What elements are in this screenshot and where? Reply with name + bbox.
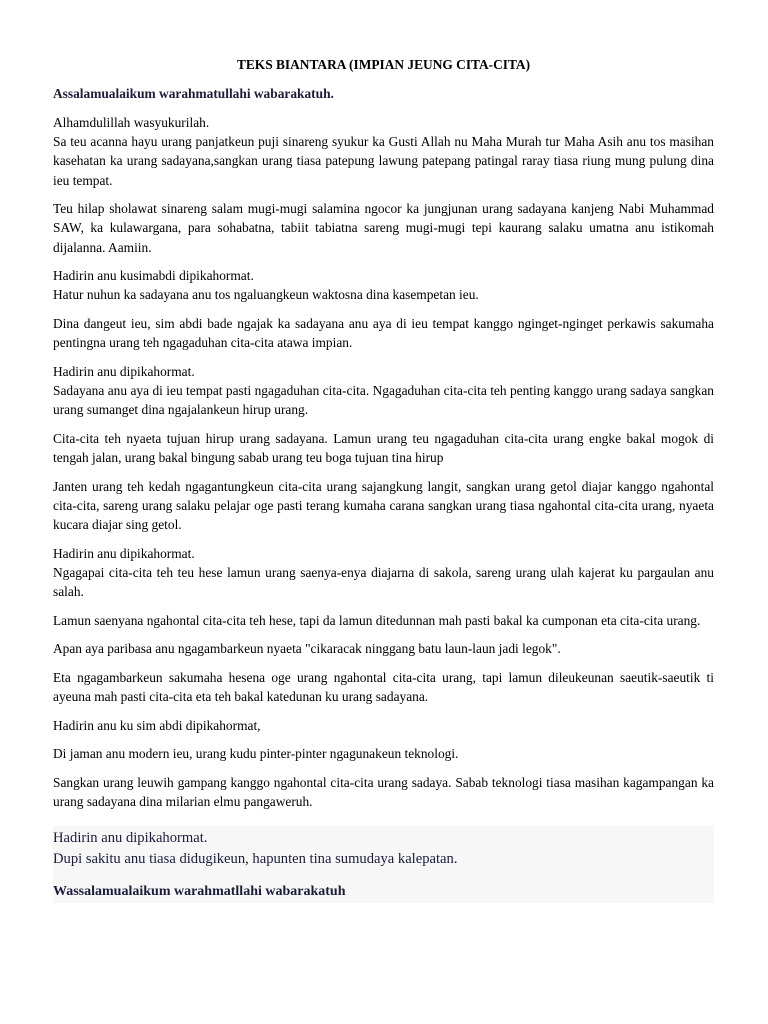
speech-body [53, 113, 714, 811]
speech-paragraph [53, 199, 714, 257]
paragraph-line: Eta ngagambarkeun sakumaha hesena oge urang ngahontal cita-cita urang, tapi lamun dileukeunan saeutik-saeutik ti ayeuna mah pasti cita-cita eta teh bakal katedunan ku urang sadayana. [53, 669, 714, 704]
speech-paragraph [53, 113, 714, 190]
paragraph-line: Hadirin anu kusimabdi dipikahormat. [53, 268, 254, 284]
speech-paragraph [53, 362, 714, 420]
closing-line: Hadirin anu dipikahormat. [53, 830, 208, 847]
speech-paragraph [53, 639, 714, 658]
speech-paragraph [53, 266, 714, 304]
speech-paragraph [53, 716, 714, 735]
paragraph-line: Teu hilap sholawat sinareng salam mugi-mugi salamina ngocor ka jungjunan urang sadayana kanjeng Nabi Muhammad SAW, ka kulawargana, para sohabatna, tabiit tabiatna sareng mugi-mugi tepi kaurang salaku umatna anu istikomah dijalanna. Aamiin. [53, 201, 714, 255]
speech-paragraph [53, 668, 714, 706]
document-content [53, 56, 714, 903]
paragraph-line: Lamun saenyana ngahontal cita-cita teh hese, tapi da lamun ditedunnan mah pasti bakal ka cumponan eta cita-cita urang. [53, 612, 701, 628]
speech-paragraph [53, 544, 714, 602]
speech-paragraph [53, 744, 714, 763]
closing-block [53, 826, 714, 903]
speech-paragraph [53, 429, 714, 467]
paragraph-line: Dina dangeut ieu, sim abdi bade ngajak ka sadayana anu aya di ieu tempat kanggo nginget-nginget perkawis sakumaha pentingna urang teh ngagaduhan cita-cita atawa impian. [53, 316, 714, 351]
speech-paragraph [53, 611, 714, 630]
paragraph-line: Hatur nuhun ka sadayana anu tos ngaluangkeun waktosna dina kasempetan ieu. [53, 287, 479, 303]
paragraph-line: Di jaman anu modern ieu, urang kudu pinter-pinter ngagunakeun teknologi. [53, 746, 459, 762]
closing-line: Dupi sakitu anu tiasa didugikeun, hapunten tina sumudaya kalepatan. [53, 850, 458, 867]
paragraph-line: Apan aya paribasa anu ngagambarkeun nyaeta "cikaracak ninggang batu laun-laun jadi legok". [53, 641, 561, 657]
paragraph-line: Sa teu acanna hayu urang panjatkeun puji sinareng syukur ka Gusti Allah nu Maha Murah tur Maha Asih anu tos masihan kasehatan ka urang sadayana,sangkan urang tiasa patepung lawung patepang patingal raray tiasa riung mung pulung dina ieu tempat. [53, 134, 714, 188]
paragraph-line: Cita-cita teh nyaeta tujuan hirup urang sadayana. Lamun urang teu ngagaduhan cita-cita urang engke bakal mogok di tengah jalan, urang bakal bingung sabab urang teu boga tujuan tina hirup [53, 430, 714, 465]
paragraph-line: Ngagapai cita-cita teh teu hese lamun urang saenya-enya diajarna di sakola, sareng urang ulah kajerat ku pargaulan anu salah. [53, 564, 714, 599]
paragraph-line: Sadayana anu aya di ieu tempat pasti ngagaduhan cita-cita. Ngagaduhan cita-cita teh penting kanggo urang sadaya sangkan urang sumanget dina ngajalankeun hirup urang. [53, 383, 714, 418]
paragraph-line: Janten urang teh kedah ngagantungkeun cita-cita urang sajangkung langit, sangkan urang getol diajar kanggo ngahontal cita-cita, sareng urang salaku pelajar oge pasti terang kumaha carana sangkan urang tiasa ngahontal cita-cita urang, nyaeta kucara diajar sing getol. [53, 478, 714, 532]
paragraph-line: Hadirin anu ku sim abdi dipikahormat, [53, 717, 261, 733]
speech-paragraph [53, 314, 714, 352]
paragraph-line: Hadirin anu dipikahormat. [53, 545, 195, 561]
opening-greeting: Assalamualaikum warahmatullahi wabarakatuh. [53, 86, 334, 101]
paragraph-line: Hadirin anu dipikahormat. [53, 363, 195, 379]
speech-paragraph [53, 773, 714, 811]
speech-paragraph [53, 477, 714, 535]
paragraph-line: Sangkan urang leuwih gampang kanggo ngahontal cita-cita urang sadaya. Sabab teknologi tiasa masihan kagampangan ka urang sadayana dina milarian elmu pangaweruh. [53, 774, 714, 809]
paragraph-line: Alhamdulillah wasyukurilah. [53, 115, 210, 130]
closing-paragraph [53, 828, 714, 869]
closing-greeting: Wassalamualaikum warahmatllahi wabarakatuh [53, 884, 346, 900]
document-title: TEKS BIANTARA (IMPIAN JEUNG CITA-CITA) [236, 57, 531, 72]
